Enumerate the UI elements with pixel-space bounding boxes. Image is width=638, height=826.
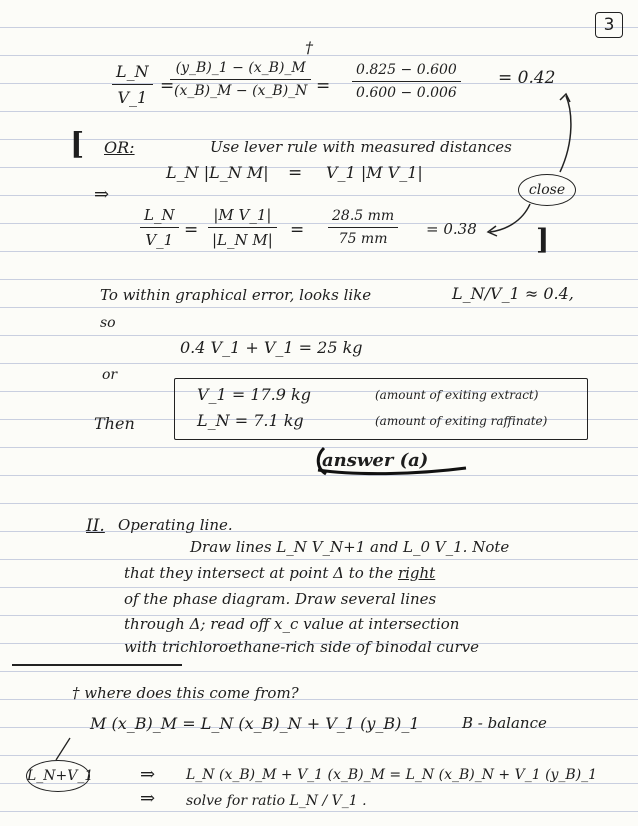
or-frac-2-den: |L_N M|: [212, 231, 273, 249]
close-to-042-arrow: [560, 96, 571, 172]
implies-arrow-1: ⇒: [94, 184, 110, 205]
or-frac-3-den: 75 mm: [338, 231, 388, 247]
footnote-arrow-1: ⇒: [140, 764, 156, 785]
lever-rule-text: Use lever rule with measured distances: [210, 138, 512, 156]
footnote-eq-1: M (x_B)_M = L_N (x_B)_N + V_1 (y_B)_1: [90, 714, 420, 733]
answer-v1-note: (amount of exiting extract): [375, 388, 539, 402]
answer-ln: L_N = 7.1 kg: [197, 411, 304, 430]
or-equals-1: =: [184, 220, 199, 240]
answer-ln-note: (amount of exiting raffinate): [375, 414, 548, 428]
lever-eq-equals: =: [288, 163, 303, 183]
footnote-eq-3: solve for ratio L_N / V_1 .: [186, 793, 367, 809]
eq1-equals-1: =: [160, 76, 175, 96]
footnote-eq-2: L_N (x_B)_M + V_1 (x_B)_M = L_N (x_B)_N + V_1 (y_B)_1: [186, 767, 598, 783]
eq1-value-den: 0.600 − 0.006: [356, 85, 457, 101]
circled-ln-plus-v1-text: L_N+V_1: [27, 768, 94, 784]
section-2-line-2a: that they intersect at point Δ to the: [124, 564, 394, 582]
graphical-line-1: To within graphical error, looks like: [100, 286, 372, 304]
answer-underline: [318, 468, 466, 474]
lever-eq-right: V_1 |M V_1|: [326, 163, 423, 182]
section-2-line-3: of the phase diagram. Draw several lines: [124, 590, 437, 608]
graphical-approx: L_N/V_1 ≈ 0.4,: [452, 284, 574, 303]
section-2-line-4: through Δ; read off x_c value at intersection: [124, 615, 460, 633]
section-2-right: right: [397, 564, 436, 582]
answer-v1: V_1 = 17.9 kg: [197, 385, 311, 404]
circled-to-m-line: [56, 738, 70, 760]
eq1-rhs-num: (y_B)_1 − (x_B)_M: [170, 60, 311, 80]
dagger-mark: †: [305, 38, 313, 57]
section-2-title: Operating line.: [118, 516, 233, 534]
close-to-038-arrow: [490, 204, 530, 232]
or-label: OR:: [104, 138, 135, 157]
close-annotation-text: close: [528, 182, 566, 198]
or-frac-3-num: 28.5 mm: [328, 208, 398, 228]
lever-eq-left-text: L_N |L_N M|: [166, 163, 269, 182]
eq1-rhs-den: (x_B)_M − (x_B)_N: [174, 83, 308, 99]
eq1-result: = 0.42: [498, 68, 556, 88]
or-equals-2: =: [290, 220, 305, 240]
graphical-then: Then: [94, 414, 135, 433]
footnote-arrow-2: ⇒: [140, 788, 156, 809]
or-frac-1-num: L_N: [140, 206, 179, 228]
page-number-text: 3: [603, 15, 615, 35]
or-frac-1-den: V_1: [145, 231, 174, 249]
or-bracket-close: ]: [536, 223, 550, 256]
section-2-line-1: Draw lines L_N V_N+1 and L_0 V_1. Note: [190, 538, 510, 556]
eq1-lhs-num: L_N: [112, 62, 153, 85]
or-bracket-open: [: [70, 127, 85, 162]
eq1-lhs-den: V_1: [117, 88, 148, 107]
footnote-question: † where does this come from?: [72, 684, 299, 702]
graphical-equation: 0.4 V_1 + V_1 = 25 kg: [180, 338, 363, 357]
or-result: = 0.38: [426, 220, 477, 238]
footnote-balance: B - balance: [462, 714, 547, 732]
graphical-so: so: [100, 315, 116, 331]
eq1-value-num: 0.825 − 0.600: [352, 62, 461, 82]
or-frac-2-num: |M V_1|: [208, 206, 277, 228]
eq1-equals-2: =: [316, 76, 331, 96]
graphical-or: or: [102, 367, 118, 383]
answer-a-label: answer (a): [322, 450, 429, 471]
section-2-numeral: II.: [86, 516, 105, 536]
section-2-line-5: with trichloroethane-rich side of binodal curve: [124, 638, 479, 656]
